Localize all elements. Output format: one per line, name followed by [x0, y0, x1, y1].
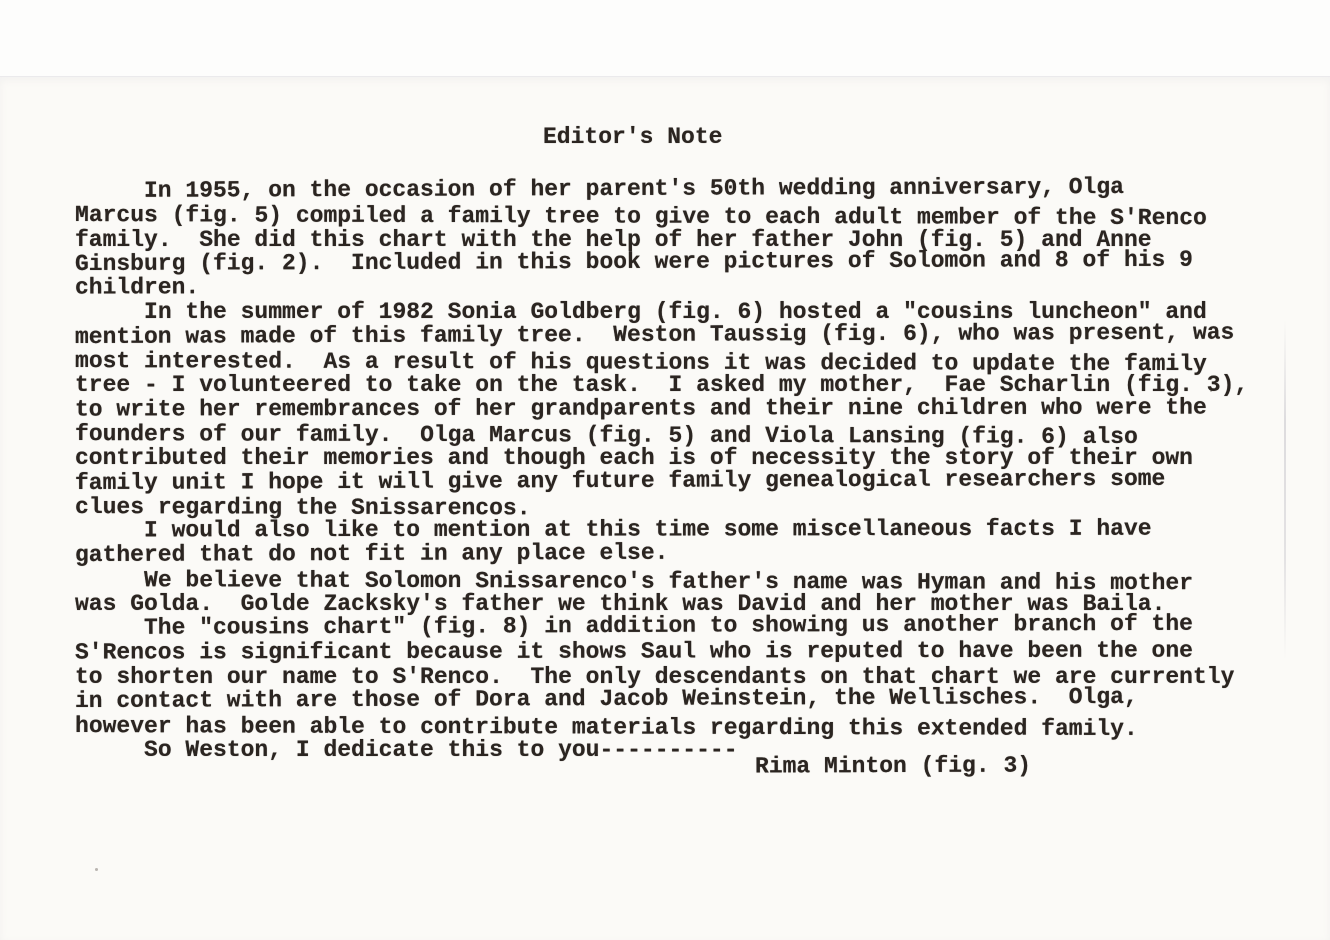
text-line: Ginsburg (fig. 2). Included in this book were pictures of Solomon and 8 of his 9 — [74, 246, 1193, 277]
text-line: however has been able to contribute materials regarding this extended family. — [74, 712, 1138, 742]
signature-line: Rima Minton (fig. 3) — [754, 752, 1032, 780]
page-title: Editor's Note — [543, 124, 723, 150]
text-line: children. — [74, 274, 200, 301]
text-line: The "cousins chart" (fig. 8) in addition to showing us another branch of the — [74, 611, 1193, 642]
text-line: contributed their memories and though each is of necessity the story of their own — [75, 445, 1193, 472]
text-line: We believe that Solomon Snissarenco's father's name was Hyman and his mother — [74, 566, 1194, 596]
scan-speck — [95, 868, 98, 871]
text-line: gathered that do not fit in any place else. — [74, 540, 669, 569]
text-line: Marcus (fig. 5) compiled a family tree to give to each adult member of the S'Renco — [74, 202, 1207, 232]
text-line: I would also like to mention at this time some miscellaneous facts I have — [74, 515, 1152, 544]
text-line: to shorten our name to S'Renco. The only descendants on that chart we are currently — [75, 663, 1235, 690]
text-line: clues regarding the Snissarencos. — [74, 493, 531, 522]
text-line: family. She did this chart with the help of her father John (fig. 5) and Anne — [75, 226, 1152, 253]
text-line: most interested. As a result of his questions it was decided to update the family — [74, 348, 1207, 378]
text-line: In 1955, on the occasion of her parent's 50th wedding anniversary, Olga — [74, 173, 1124, 204]
text-line: S'Rencos is significant because it shows Saul who is reputed to have been the one — [74, 637, 1193, 666]
text-line: In the summer of 1982 Sonia Goldberg (fig. 6) hosted a "cousins luncheon" and — [75, 299, 1207, 326]
text-line: was Golda. Golde Zacksky's father we think was David and her mother was Baila. — [75, 591, 1166, 618]
text-line: founders of our family. Olga Marcus (fig. 5) and Viola Lansing (fig. 6) also — [74, 420, 1138, 450]
text-line: So Weston, I dedicate this to you---------- — [75, 736, 738, 763]
paper-crease-line — [1284, 320, 1286, 660]
text-line: in contact with are those of Dora and Jacob Weinstein, the Wellisches. Olga, — [74, 684, 1138, 715]
text-line: tree - I volunteered to take on the task. I asked my mother, Fae Scharlin (fig. 3), — [75, 372, 1249, 399]
document-body — [74, 173, 1249, 763]
text-line: mention was made of this family tree. Weston Taussig (fig. 6), who was present, was — [74, 319, 1235, 350]
text-line: to write her remembrances of her grandparents and their nine children who were the — [74, 394, 1207, 423]
text-line: family unit I hope it will give any future family genealogical researchers some — [74, 465, 1166, 496]
